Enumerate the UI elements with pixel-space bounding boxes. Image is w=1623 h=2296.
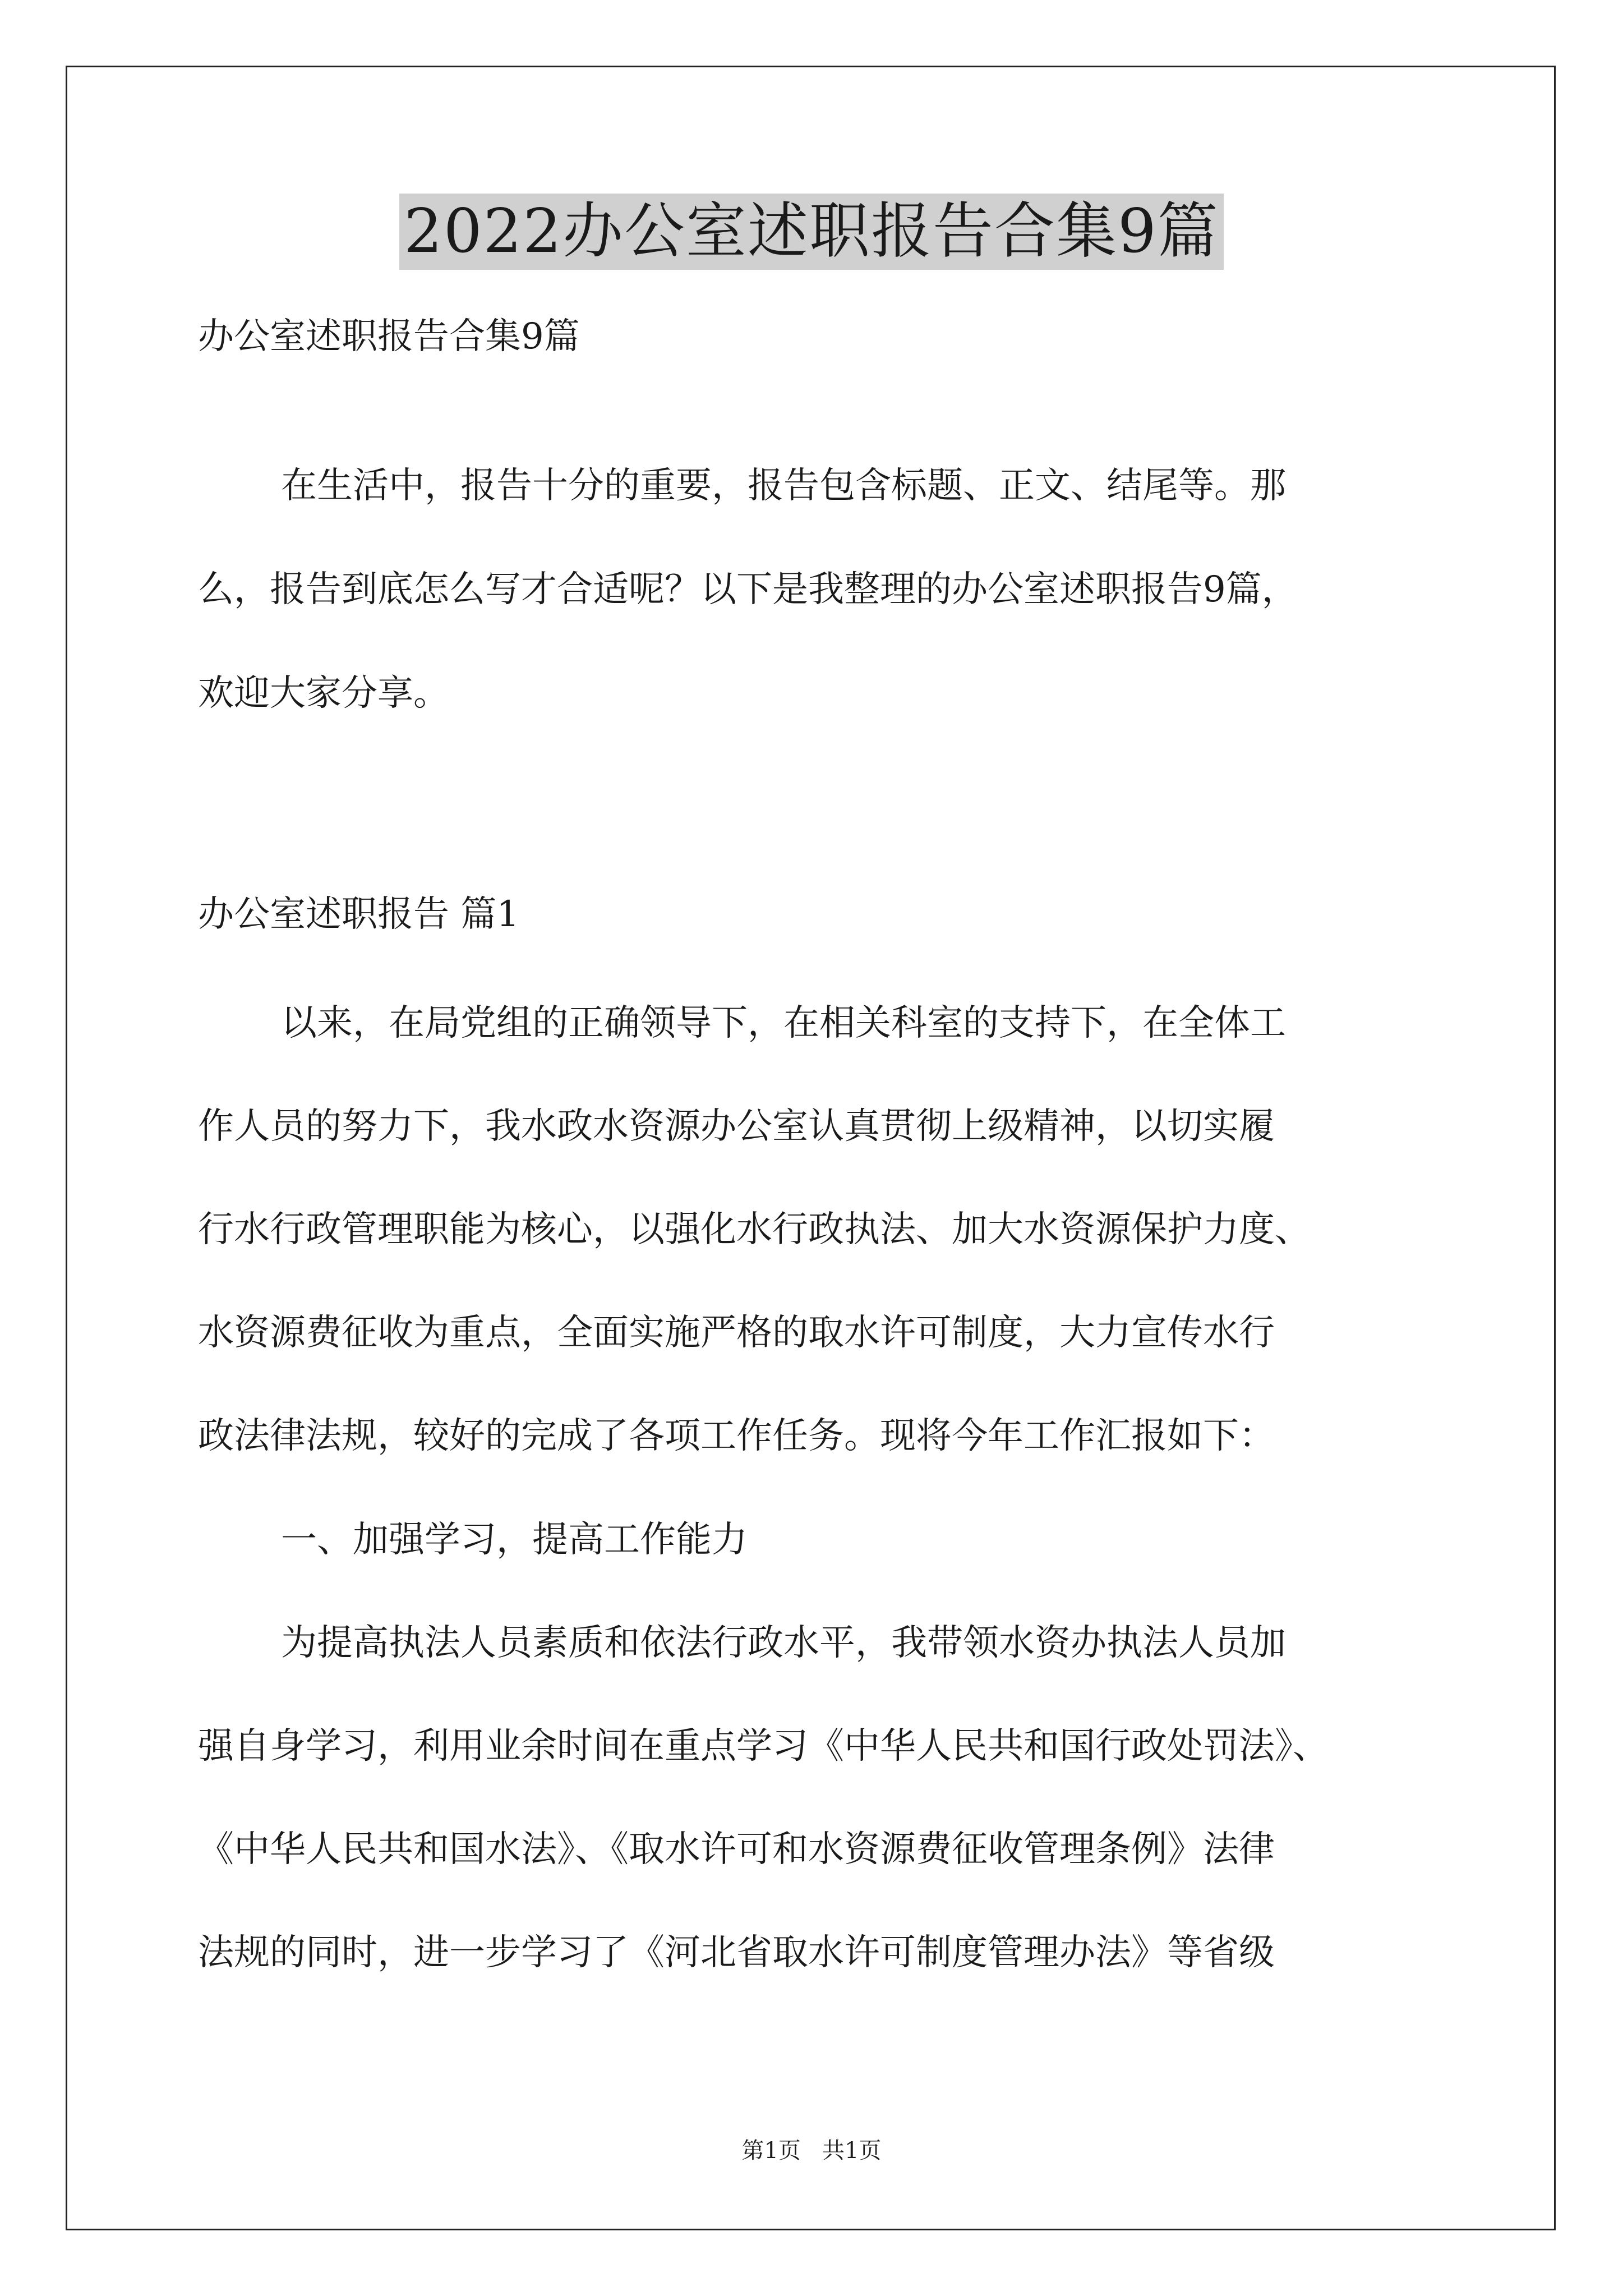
intro-line-1: 在生活中，报告十分的重要，报告包含标题、正文、结尾等。那 (281, 465, 1286, 507)
title-container (0, 194, 1623, 270)
section-body-line-4: 水资源费征收为重点，全面实施严格的取水许可制度，大力宣传水行 (198, 1312, 1275, 1354)
subtitle: 办公室述职报告合集9篇 (198, 316, 580, 357)
intro-line-3: 欢迎大家分享。 (198, 673, 449, 714)
document-title: 2022办公室述职报告合集9篇 (399, 194, 1224, 270)
point-one-body-line-1: 为提高执法人员素质和依法行政水平，我带领水资办执法人员加 (281, 1622, 1286, 1664)
point-one-heading: 一、加强学习，提高工作能力 (281, 1519, 748, 1561)
section-body-line-2: 作人员的努力下，我水政水资源办公室认真贯彻上级精神，以切实履 (198, 1106, 1275, 1147)
intro-line-2: 么，报告到底怎么写才合适呢？以下是我整理的办公室述职报告9篇， (198, 569, 1298, 610)
point-one-body-line-4: 法规的同时，进一步学习了《河北省取水许可制度管理办法》等省级 (198, 1932, 1275, 1973)
point-one-body-line-3: 《中华人民共和国水法》、《取水许可和水资源费征收管理条例》法律 (198, 1829, 1275, 1870)
section-heading: 办公室述职报告 篇1 (198, 894, 520, 935)
page-footer: 第1页 共1页 (741, 2138, 882, 2164)
point-one-body-line-2: 强自身学习，利用业余时间在重点学习《中华人民共和国行政处罚法》、 (198, 1726, 1329, 1767)
section-body-line-5: 政法律法规，较好的完成了各项工作任务。现将今年工作汇报如下： (198, 1415, 1275, 1457)
section-body-line-1: 以来，在局党组的正确领导下，在相关科室的支持下，在全体工 (281, 1002, 1286, 1044)
section-body-line-3: 行水行政管理职能为核心，以强化水行政执法、加大水资源保护力度、 (198, 1209, 1311, 1250)
